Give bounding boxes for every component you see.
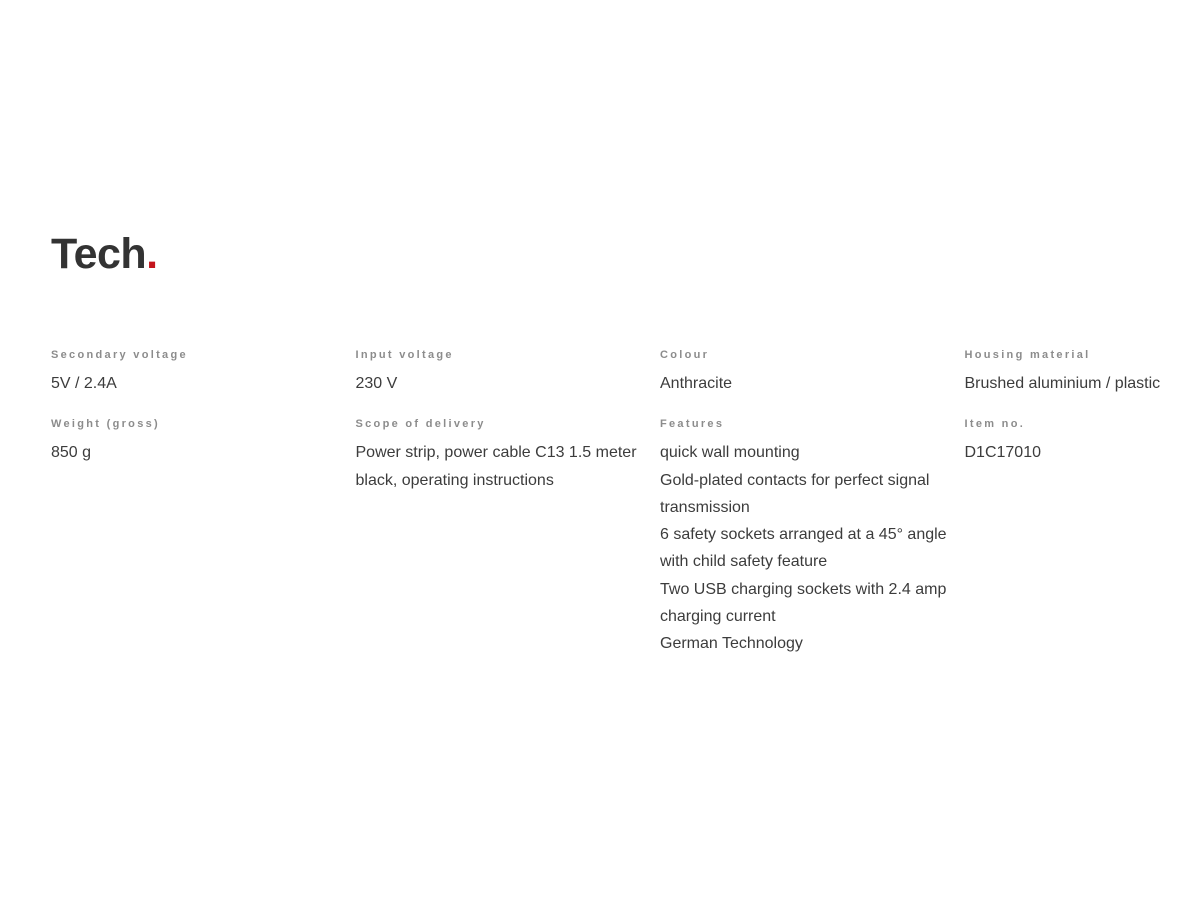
spec-colour xyxy=(660,348,965,397)
spec-features xyxy=(660,417,965,657)
spec-secondary-voltage xyxy=(51,348,356,397)
tech-section xyxy=(51,226,1171,653)
spec-label: Input voltage xyxy=(355,349,454,361)
spec-scope-of-delivery xyxy=(356,417,661,657)
spec-housing-material xyxy=(965,348,1200,397)
spec-label: Secondary voltage xyxy=(51,349,188,361)
spec-label: Colour xyxy=(660,349,710,361)
spec-value: 5V / 2.4A xyxy=(51,375,117,392)
feature-item: Gold-plated contacts for perfect signal transmission xyxy=(660,471,930,516)
feature-item: quick wall mounting xyxy=(660,444,800,462)
spec-label: Features xyxy=(660,418,725,431)
feature-item: Two USB charging sockets with 2.4 amp charging current xyxy=(660,580,947,626)
spec-label: Housing material xyxy=(964,349,1091,361)
spec-input-voltage xyxy=(356,348,661,397)
spec-value: 850 g xyxy=(51,444,92,462)
spec-grid xyxy=(51,348,1200,658)
heading-text: Tech xyxy=(51,230,147,278)
features-list xyxy=(660,439,951,657)
spec-value: Power strip, power cable C13 1.5 meter black, operating instructions xyxy=(355,444,637,489)
spec-label: Weight (gross) xyxy=(51,418,160,431)
spec-label: Scope of delivery xyxy=(355,418,486,431)
spec-value: Brushed aluminium / plastic xyxy=(964,375,1161,392)
spec-item-number xyxy=(965,417,1200,657)
section-heading xyxy=(51,226,1171,282)
spec-value: D1C17010 xyxy=(964,444,1041,462)
feature-item: German Technology xyxy=(660,635,803,653)
spec-value: 230 V xyxy=(355,375,398,392)
feature-item: 6 safety sockets arranged at a 45° angle with child safety feature xyxy=(660,526,947,571)
spec-value: Anthracite xyxy=(660,375,733,392)
spec-weight-gross xyxy=(51,417,356,657)
heading-accent-dot: . xyxy=(146,230,158,278)
spec-label: Item no. xyxy=(964,418,1026,431)
